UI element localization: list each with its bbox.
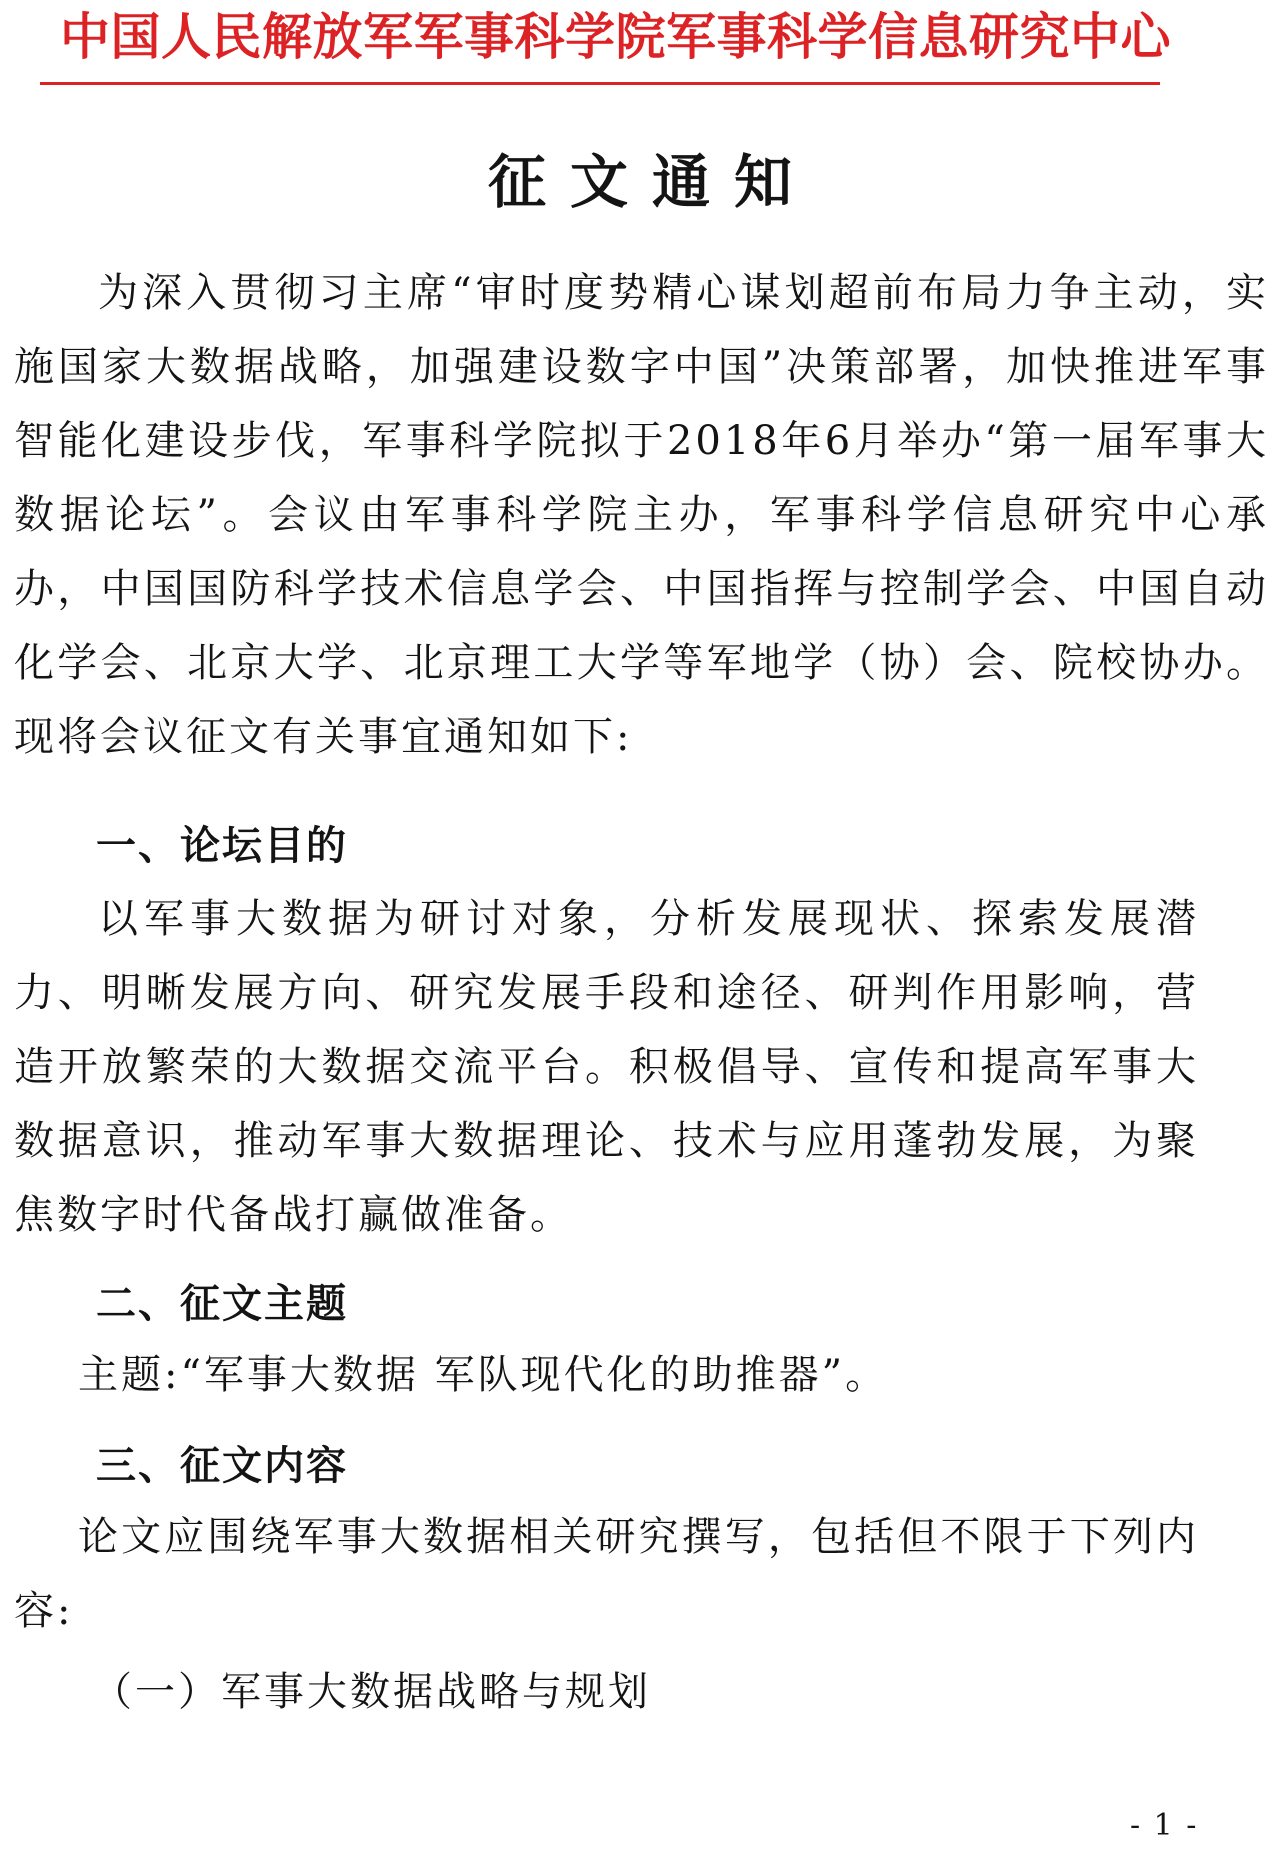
intro-paragraph: 为深入贯彻习主席“审时度势精心谋划超前布局力争主动，实施国家大数据战略，加强建设数字中国”决策部署，加快推进军事智能化建设步伐，军事科学院拟于2018年6月举办“第一届军事大数据论坛”。会议由军事科学院主办，军事科学信息研究中心承办，中国国防科学技术信息学会、中国指挥与控制学会、中国自动化学会、北京大学、北京理工大学等军地学（协）会、院校协办。现将会议征文有关事宜通知如下:: [14, 270, 1269, 760]
page-title: 征文通知: [487, 148, 816, 216]
letterhead: [40, 0, 1171, 88]
section-heading-content: 三、征文内容: [96, 1443, 348, 1489]
section-heading-purpose: 一、论坛目的: [96, 823, 348, 869]
organization-name: 中国人民解放军军事科学院军事科学信息研究中心: [60, 7, 1171, 66]
section-heading-theme: 二、征文主题: [96, 1281, 348, 1327]
section-text-content: 论文应围绕军事大数据相关研究撰写，包括但不限于下列内容:: [14, 1514, 1199, 1634]
list-item: （一）军事大数据战略与规划: [92, 1669, 651, 1715]
header-divider: [40, 82, 1160, 85]
section-text-purpose: 以军事大数据为研讨对象，分析发展现状、探索发展潜力、明晰发展方向、研究发展手段和途径、研判作用影响，营造开放繁荣的大数据交流平台。积极倡导、宣传和提高军事大数据意识，推动军事大数据理论、技术与应用蓬勃发展，为聚焦数字时代备战打赢做准备。: [14, 896, 1199, 1238]
page-number: - 1 -: [1130, 1808, 1199, 1843]
section-text-theme: 主题:“军事大数据 军队现代化的助推器”。: [78, 1352, 889, 1398]
